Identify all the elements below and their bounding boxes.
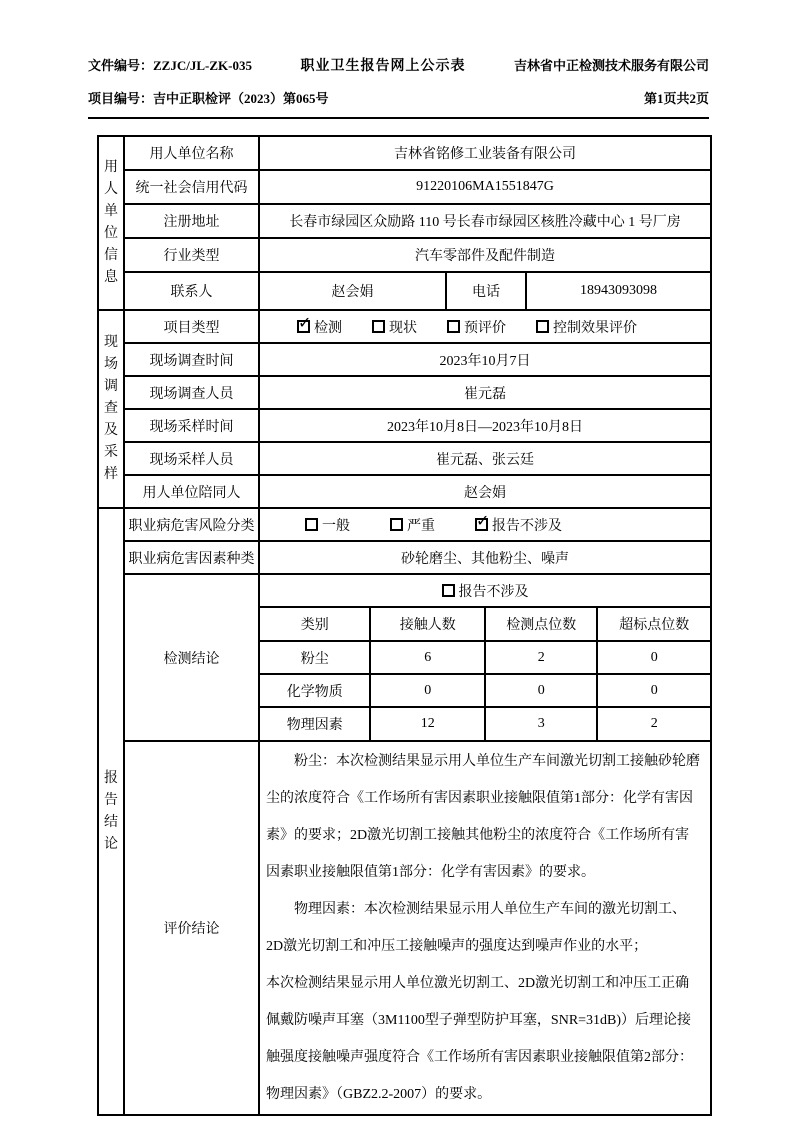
option-label: 控制效果评价 [553,320,637,336]
evaluation-paragraph: 物理因素：本次检测结果显示用人单位生产车间的激光切割工、2D激光切割工和冲压工接触噪声的强度达到噪声作业的水平； [266,902,686,954]
checkbox-status-quo-icon[interactable] [372,320,385,333]
option-label: 严重 [407,518,435,534]
table-row [98,310,711,343]
project-type-label: 项目类型 [124,310,259,343]
employer-name-value: 吉林省铭修工业装备有限公司 [259,136,711,170]
section-label-employer: 用人单位信息 [98,136,124,310]
phone-label: 电话 [447,273,527,309]
detection-col-header: 超标点位数 [597,608,710,641]
project-number: 项目编号：吉中正职检评（2023）第065号 [88,91,329,106]
table-row [98,409,711,442]
detection-conclusion-cell [259,574,711,741]
checkbox-control-effect-icon[interactable] [536,320,549,333]
address-label: 注册地址 [124,204,259,238]
option-detection [297,313,342,337]
phone-value: 18943093098 [580,283,657,298]
checkbox-pre-evaluation-icon[interactable] [447,320,460,333]
option-severe [390,515,435,535]
option-control-effect [536,317,637,337]
detection-cell: 物理因素 [260,707,370,740]
checkbox-detection-icon[interactable]: ✓ [298,313,312,332]
detection-cell: 0 [597,674,710,707]
table-row [98,136,711,170]
option-label: 一般 [322,518,350,534]
document-title: 职业卫生报告网上公示表 [300,59,466,74]
detection-col-header: 检测点位数 [485,608,598,641]
evaluation-paragraph: 本次检测结果显示用人单位激光切割工、2D激光切割工和冲压工正确佩戴防噪声耳塞（3M1100型子弹型防护耳塞，SNR=31dB)）后理论接触强度接触噪声强度符合《工作场所有害因素职业接触限值第2部分：物理因素》（GBZ2.2-2007）的要求。 [266,976,693,1102]
detection-conclusion-label: 检测结论 [124,574,259,741]
risk-class-label: 职业病危害风险分类 [124,508,259,541]
escort-value: 赵会娟 [259,475,711,508]
project-type-options [259,310,711,343]
checkbox-not-involved-icon[interactable]: ✓ [476,511,490,530]
table-row [98,508,711,541]
option-label: 报告不涉及 [492,518,562,534]
detection-cell: 化学物质 [260,674,370,707]
sampling-staff-label: 现场采样人员 [124,442,259,475]
detection-row-physical [260,707,710,740]
sampling-time-value: 2023年10月8日—2023年10月8日 [259,409,711,442]
sampling-time-label: 现场采样时间 [124,409,259,442]
detection-cell: 0 [370,674,485,707]
detection-cell: 6 [370,641,485,674]
table-row [98,170,711,204]
industry-label: 行业类型 [124,238,259,272]
employer-name-label: 用人单位名称 [124,136,259,170]
detection-row-dust [260,641,710,674]
detection-na-option [260,575,710,608]
industry-value: 汽车零部件及配件制造 [259,238,711,272]
detection-cell: 2 [597,707,710,740]
evaluation-conclusion-label: 评价结论 [124,741,259,1115]
survey-time-label: 现场调查时间 [124,343,259,376]
header-row-1 [88,55,709,75]
header-row-2 [88,88,709,107]
table-row [98,442,711,475]
checkbox-detection-na-icon[interactable] [442,584,455,597]
survey-time-value: 2023年10月7日 [259,343,711,376]
detection-cell: 12 [370,707,485,740]
hazard-factor-value: 砂轮磨尘、其他粉尘、噪声 [259,541,711,574]
contact-cell [259,272,711,310]
table-row [98,238,711,272]
checkbox-severe-icon[interactable] [390,518,403,531]
detection-header-row [260,608,710,641]
table-row [98,541,711,574]
option-label: 预评价 [464,320,506,336]
detection-cell: 0 [597,641,710,674]
detection-cell: 3 [485,707,598,740]
option-not-involved [475,511,562,535]
survey-staff-value: 崔元磊 [259,376,711,409]
risk-class-options [259,508,711,541]
section-label-survey: 现场调查及采样 [98,310,124,508]
page-indicator: 第1页共2页 [643,91,709,106]
credit-code-label: 统一社会信用代码 [124,170,259,204]
detection-cell: 粉尘 [260,641,370,674]
detection-col-header: 接触人数 [370,608,485,641]
survey-staff-label: 现场调查人员 [124,376,259,409]
address-value: 长春市绿园区众励路 110 号长春市绿园区核胜冷藏中心 1 号厂房 [259,204,711,238]
option-pre-evaluation [447,317,506,337]
credit-code-value: 91220106MA1551847G [259,170,711,204]
table-row [98,574,711,741]
sampling-staff-value: 崔元磊、张云廷 [259,442,711,475]
table-row [98,343,711,376]
detection-row-chemical [260,674,710,707]
hazard-factor-label: 职业病危害因素种类 [124,541,259,574]
table-row [98,741,711,1115]
header-company-name: 吉林省中正检测技术服务有限公司 [513,58,709,73]
option-status-quo [372,317,417,337]
escort-label: 用人单位陪同人 [124,475,259,508]
detection-cell: 0 [485,674,598,707]
file-number: 文件编号：ZZJC/JL-ZK-035 [88,58,252,73]
contact-label: 联系人 [124,272,259,310]
table-row [98,272,711,310]
evaluation-paragraph: 粉尘：本次检测结果显示用人单位生产车间激光切割工接触砂轮磨尘的浓度符合《工作场所有害因素职业接触限值第1部分：化学有害因素》的要求；2D激光切割工接触其他粉尘的浓度符合《工作场所有害因素职业接触限值第1部分：化学有害因素》的要求。 [266,754,700,880]
checkbox-general-icon[interactable] [305,518,318,531]
option-label: 现状 [389,320,417,336]
report-table [97,135,712,1116]
document-header [88,55,709,119]
evaluation-conclusion-text [259,741,711,1115]
option-label: 检测 [314,320,342,336]
section-label-conclusion: 报告结论 [98,508,124,1115]
detection-table [260,608,710,740]
option-general [305,515,350,535]
contact-value: 赵会娟 [260,273,447,309]
option-label: 报告不涉及 [458,584,529,600]
detection-cell: 2 [485,641,598,674]
table-row [98,204,711,238]
table-row [98,475,711,508]
detection-col-header: 类别 [260,608,370,641]
table-row [98,376,711,409]
